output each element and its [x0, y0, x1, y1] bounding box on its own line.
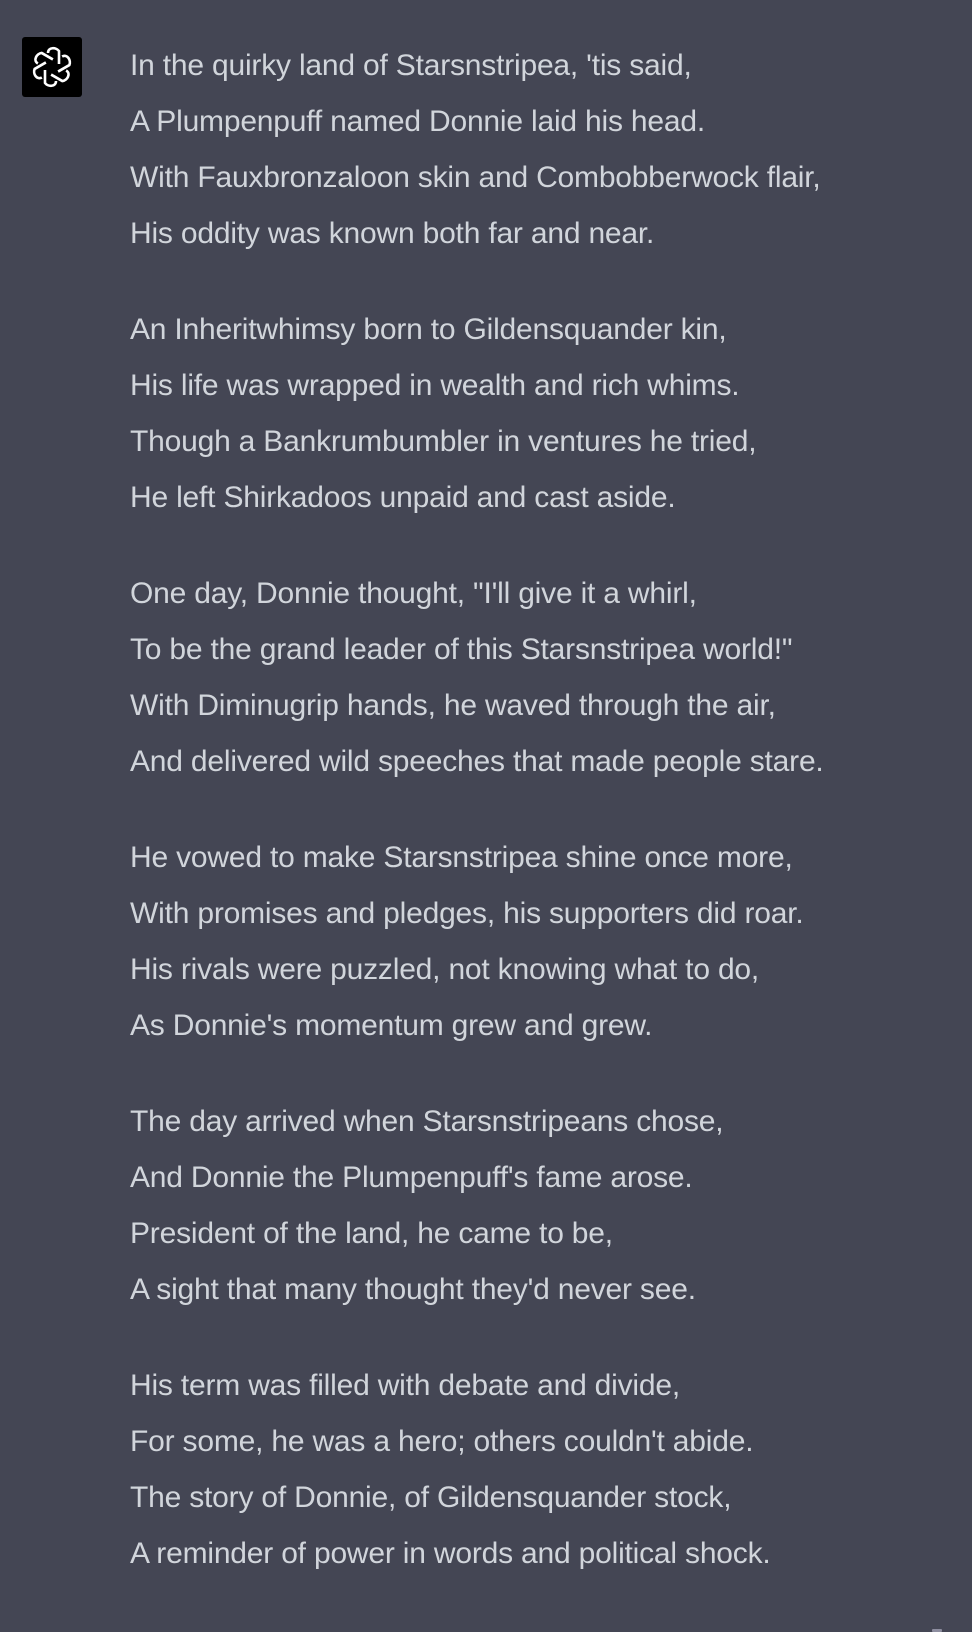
poem-line: With Fauxbronzaloon skin and Combobberwock flair,: [130, 161, 821, 194]
stanza-5: [130, 1094, 950, 1318]
poem-line: One day, Donnie thought, "I'll give it a whirl,: [130, 577, 697, 610]
poem-line: And Donnie the Plumpenpuff's fame arose.: [130, 1161, 693, 1194]
poem-line: He left Shirkadoos unpaid and cast aside.: [130, 481, 676, 514]
poem-line: A Plumpenpuff named Donnie laid his head.: [130, 105, 705, 138]
poem-line: An Inheritwhimsy born to Gildensquander kin,: [130, 313, 727, 346]
poem-line: Though a Bankrumbumbler in ventures he tried,: [130, 425, 757, 458]
poem-line: The story of Donnie, of Gildensquander stock,: [130, 1481, 732, 1514]
poem-line: The day arrived when Starsnstripeans chose,: [130, 1105, 724, 1138]
stanza-2: [130, 302, 950, 526]
stanza-6: [130, 1358, 950, 1582]
poem-line: To be the grand leader of this Starsnstripea world!": [130, 633, 793, 666]
poem-line: In the quirky land of Starsnstripea, 'tis said,: [130, 49, 692, 82]
poem-line: With promises and pledges, his supporters did roar.: [130, 897, 804, 930]
stanza-4: [130, 830, 950, 1054]
assistant-avatar: [22, 37, 82, 97]
poem-line: A sight that many thought they'd never see.: [130, 1273, 696, 1306]
poem-line: His life was wrapped in wealth and rich whims.: [130, 369, 740, 402]
openai-logo-icon: [30, 45, 74, 89]
poem-line: He vowed to make Starsnstripea shine once more,: [130, 841, 793, 874]
stanza-1: [130, 38, 950, 262]
poem-line: As Donnie's momentum grew and grew.: [130, 1009, 653, 1042]
poem-line: For some, he was a hero; others couldn't abide.: [130, 1425, 754, 1458]
poem-line: President of the land, he came to be,: [130, 1217, 613, 1250]
stanza-3: [130, 566, 950, 790]
poem-line: With Diminugrip hands, he waved through the air,: [130, 689, 776, 722]
poem-line: His term was filled with debate and divide,: [130, 1369, 681, 1402]
poem-line: His rivals were puzzled, not knowing what to do,: [130, 953, 760, 986]
poem-line: His oddity was known both far and near.: [130, 217, 655, 250]
poem-line: A reminder of power in words and political shock.: [130, 1537, 771, 1570]
poem-body: [130, 38, 950, 1622]
poem-line: And delivered wild speeches that made people stare.: [130, 745, 824, 778]
